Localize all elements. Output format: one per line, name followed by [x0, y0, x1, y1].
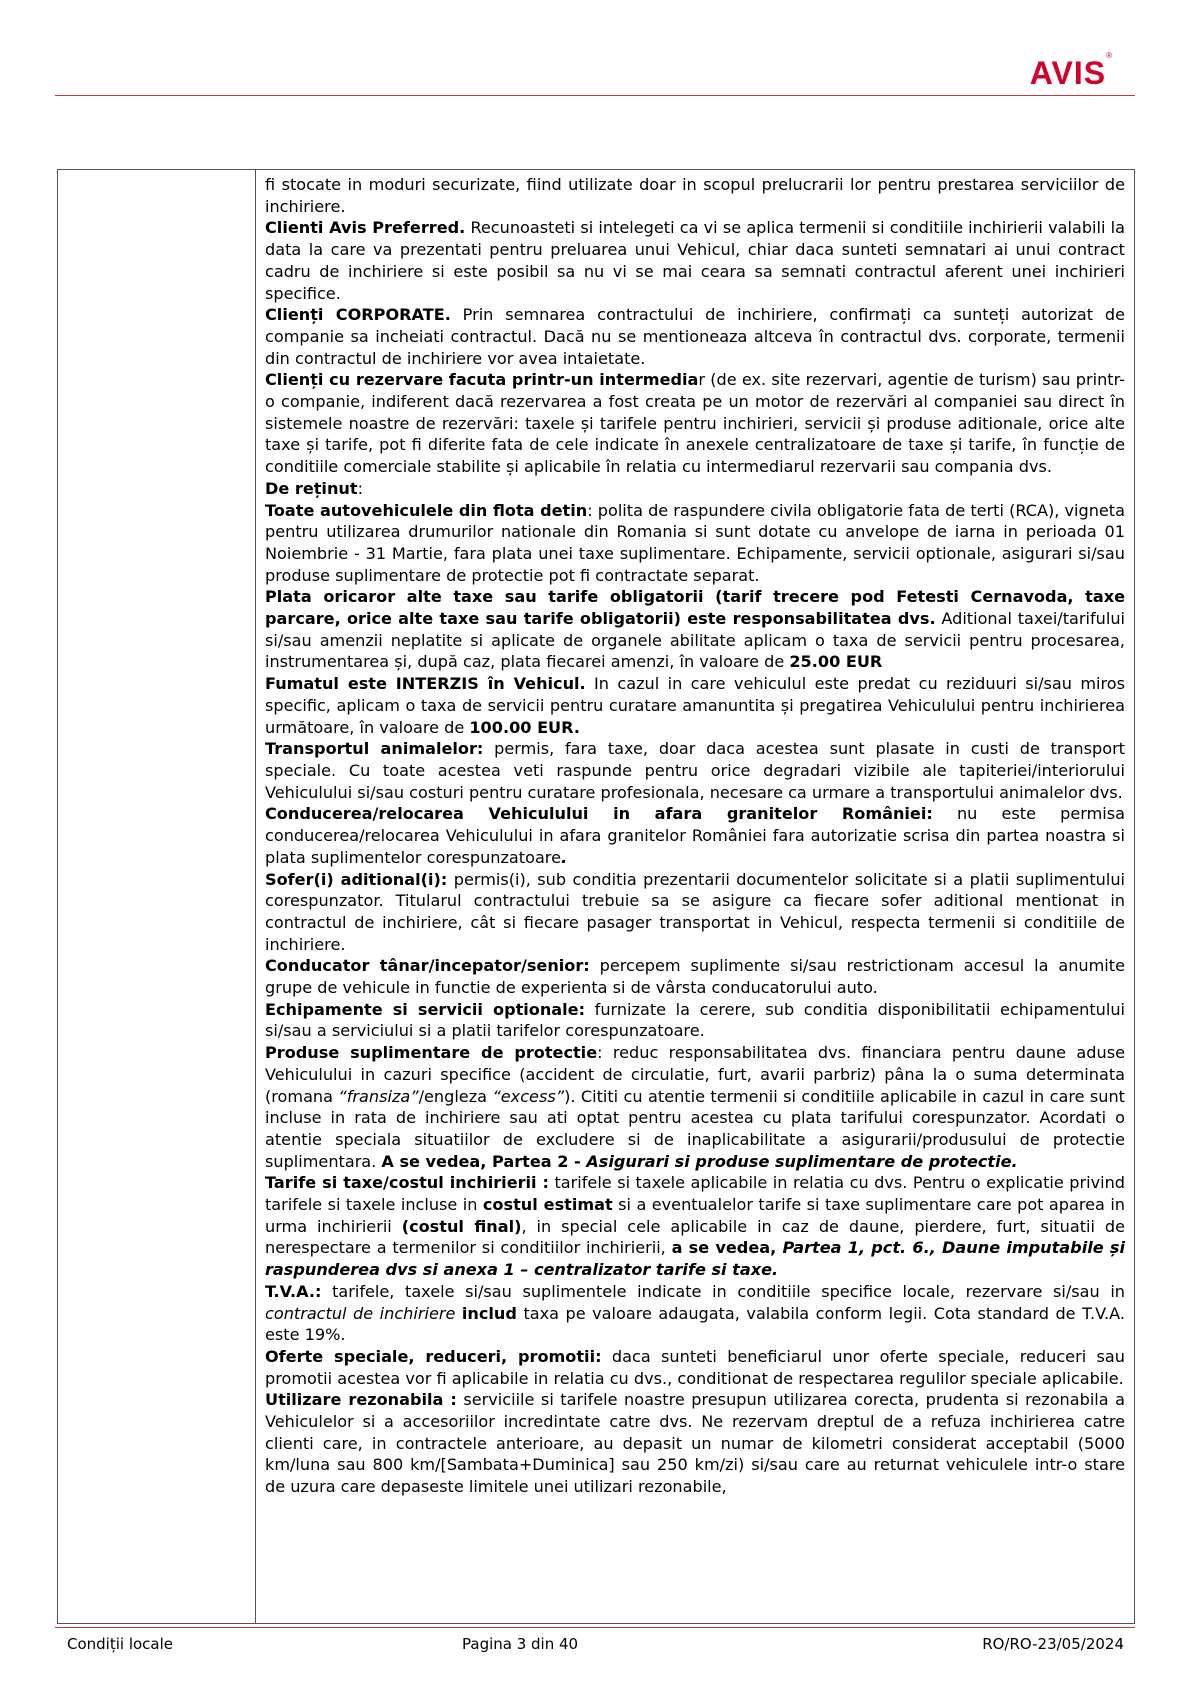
- fine-fee-amount: 25.00 EUR: [789, 652, 883, 672]
- heading-mandatory-fees: Plata oricaror alte taxe sau tarife obligatorii (tarif trecere pod Fetesti Cernavoda, taxe parcare, orice alte taxe sau tarife obligatorii) este responsabilitatea dvs.: [265, 587, 1125, 629]
- paragraph-protection-products: Produse suplimentare de protectie: reduc responsabilitatea dvs. financiara pentru daune aduse Vehiculului in cazuri specifice (accident de circulatie, furt, avarii parbriz) pâna la o suma determinata (romana “fransiza”/engleza “excess”). Cititi cu atentie termenii si conditiile aplicabile in cazul in care sunt incluse in rata de inchiriere sau ati optat pentru acestea cu plata tarifului corespunzator. Acordati o atentie speciala situatiilor de excludere si de inaplicabilitate a asigurarii/produsului de protectie suplimentara. A se vedea, Partea 2 - Asigurari si produse suplimentare de protectie.: [265, 1043, 1125, 1171]
- table-content-cell: [265, 174, 1125, 1498]
- registered-mark: ®: [1106, 51, 1112, 61]
- heading-avis-preferred: Clienti Avis Preferred.: [265, 218, 466, 238]
- paragraph-special-offers: Oferte speciale, reduceri, promotii: daca sunteti beneficiarul unor oferte speciale, reduceri sau promotii acestea vor fi aplicabile in relatia cu dvs., conditionat de respectarea regulilor speciale aplicabile.: [265, 1346, 1125, 1388]
- paragraph-de-retinut: De reținut:: [265, 478, 363, 498]
- heading-intermediary: Clienți cu rezervare facuta printr-un intermedia: [265, 370, 699, 390]
- heading-optional-equipment: Echipamente si servicii optionale:: [265, 999, 586, 1019]
- footer-document-title: Condiții locale: [67, 1635, 174, 1653]
- cleaning-fee-amount: 100.00 EUR.: [469, 717, 580, 737]
- heading-protection-products: Produse suplimentare de protectie: [265, 1043, 598, 1063]
- paragraph-corporate: Clienți CORPORATE. Prin semnarea contractului de inchiriere, confirmați ca sunteți autorizat de companie sa incheiati contractul. Dacă nu se mentioneaza altceva în contractul dvs. corporate, termenii din contractul de inchiriere vor avea intaietate.: [265, 305, 1126, 368]
- footer-page-number: Pagina 3 din 40: [462, 1635, 579, 1653]
- heading-vat: T.V.A.:: [265, 1281, 322, 1301]
- paragraph-vat: T.V.A.: tarifele, taxele si/sau suplimentele indicate in conditiile specifice locale, rezervare si/sau in contractul de inchiriere includ taxa pe valoare adaugata, valabila conform legii. Cota standard de T.V.A. este 19%.: [265, 1281, 1126, 1345]
- conditions-table: [57, 169, 1135, 1624]
- table-left-column: [58, 170, 256, 1623]
- heading-smoking: Fumatul este INTERZIS în Vehicul.: [265, 674, 586, 694]
- paragraph-animals: Transportul animalelor: permis, fara taxe, doar daca acestea sunt plasate in custi de transport speciale. Cu toate acestea veti raspunde pentru orice degradari vizibile ale tapiteriei/interiorului Vehiculului si/sau costuri pentru curatare profesionala, necesare ca urmare a transportului animalelor dvs.: [265, 739, 1125, 802]
- paragraph-cross-border: Conducerea/relocarea Vehiculului in afara granitelor României: nu este permisa conducerea/relocarea Vehiculului in afara granitelor României fara autorizatie scrisa din partea noastra si plata suplimentelor corespunzatoare.: [265, 804, 1125, 867]
- paragraph-reasonable-use: Utilizare rezonabila : serviciile si tarifele noastre presupun utilizarea corecta, prudenta si rezonabila a Vehiculelor si a accesoriilor incredintate catre dvs. Ne rezervam dreptul de a refuza inchirierea catre clienti care, in contractele anterioare, au depasit un numar de kilometri considerat acceptabil (5000 km/luna sau 800 km/[Sambata+Duminica] sau 250 km/zi) si/sau care au returnat vehiculele intr-o stare de uzura care depaseste limitele unei utilizari rezonabile,: [265, 1390, 1125, 1497]
- paragraph-mandatory-fees: Plata oricaror alte taxe sau tarife obligatorii (tarif trecere pod Fetesti Cernavoda, taxe parcare, orice alte taxe sau tarife obligatorii) este responsabilitatea dvs. Aditional taxei/tarifului si/sau amenzii neplatite si aplicate de organele abilitate aplicam o taxa de servicii pentru procesarea, instrumentarea și, după caz, plata fiecarei amenzi, în valoare de 25.00 EUR: [265, 587, 1125, 672]
- heading-additional-drivers: Sofer(i) aditional(i):: [265, 869, 448, 889]
- heading-corporate: Clienți CORPORATE.: [265, 305, 451, 325]
- paragraph-optional-equipment: Echipamente si servicii optionale: furnizate la cerere, sub conditia disponibilitatii echipamentului si/sau a serviciului si a platii tarifelor corespunzatoare.: [265, 999, 1125, 1041]
- paragraph-fleet: Toate autovehiculele din flota detin: polita de raspundere civila obligatorie fata de terti (RCA), vigneta pentru utilizarea drumurilor nationale din Romania si sunt dotate cu anvelope de iarna in perioada 01 Noiembrie - 31 Martie, fara plata unei taxe suplimentare. Echipamente, servicii optionale, asigurari si/sau produse suplimentare de protectie pot fi contractate separat.: [265, 500, 1125, 585]
- paragraph-intermediary: Clienți cu rezervare facuta printr-un intermediar (de ex. site rezervari, agentie de turism) sau printr-o companie, indiferent dacă rezervarea a fost creata pe un motor de rezervări al companiei sau direct în sistemele noastre de rezervări: taxele și tarifele pentru inchirieri, servicii și produse aditionale, orice alte taxe și tarife, pot fi diferite fata de cele indicate în anexele centralizatoare de taxe și tarife, în funcție de conditiile comerciale stabilite și aplicabile în relatia cu intermediarul rezervarii sau compania dvs.: [265, 370, 1125, 477]
- paragraph-smoking: Fumatul este INTERZIS în Vehicul. In cazul in care vehiculul este predat cu reziduuri si/sau miros specific, aplicam o taxa de servicii pentru curatare amanuntita și pregatirea Vehiculului pentru inchirierea următoare, în valoare de 100.00 EUR.: [265, 674, 1125, 737]
- brand-name: AVIS: [1029, 55, 1107, 91]
- heading-rental-cost: Tarife si taxe/costul inchirierii :: [265, 1173, 549, 1193]
- heading-cross-border: Conducerea/relocarea Vehiculului in afara granitelor României:: [265, 804, 933, 824]
- header-divider: [55, 95, 1135, 96]
- heading-special-offers: Oferte speciale, reduceri, promotii:: [265, 1346, 602, 1366]
- heading-de-retinut: De reținut: [265, 478, 358, 498]
- heading-driver-age: Conducator tânar/incepator/senior:: [265, 956, 590, 976]
- heading-fleet: Toate autovehiculele din flota detin: [265, 500, 588, 520]
- avis-logo: [1029, 51, 1112, 92]
- heading-animals: Transportul animalelor:: [265, 739, 484, 759]
- footer-document-code: RO/RO-23/05/2024: [982, 1635, 1124, 1653]
- heading-reasonable-use: Utilizare rezonabila :: [265, 1390, 457, 1410]
- paragraph-rental-cost: Tarife si taxe/costul inchirierii : tarifele si taxele aplicabile in relatia cu dvs. Pentru o explicatie privind tarifele si taxele incluse in costul estimat si a eventualelor tarife si taxe suplimentare care pot aparea in urma inchirierii (costul final), in special cele aplicabile in caz de daune, pierdere, furt, situatii de nerespectare a termenilor si conditiilor inchirierii, a se vedea, Partea 1, pct. 6., Daune imputabile și raspunderea dvs si anexa 1 – centralizator tarife si taxe.: [265, 1173, 1126, 1280]
- footer-divider: [55, 1627, 1135, 1628]
- paragraph-avis-preferred: Clienti Avis Preferred. Recunoasteti si intelegeti ca vi se aplica termenii si conditiile inchirierii valabili la data la care va prezentati pentru preluarea unui Vehicul, chiar daca sunteti semnatari ai unui contract cadru de inchiriere si este posibil sa nu vi se mai ceara sa semnati contractul aferent unei inchirieri specifice.: [265, 218, 1125, 303]
- paragraph-additional-drivers: Sofer(i) aditional(i): permis(i), sub conditia prezentarii documentelor solicitate si a platii suplimentului corespunzator. Titularul contractului trebuie sa se asigure ca fiecare sofer aditional mentionat in contractul de inchiriere, cât si fiecare pasager transportat in Vehicul, respecta termenii si conditiile de inchiriere.: [265, 869, 1125, 954]
- paragraph-data-storage: fi stocate in moduri securizate, fiind utilizate doar in scopul prelucrarii lor pentru prestarea serviciilor de inchiriere.: [265, 175, 1125, 216]
- paragraph-driver-age: Conducator tânar/incepator/senior: percepem suplimente si/sau restrictionam accesul la anumite grupe de vehicule in functie de experienta si de vârsta conducatorului auto.: [265, 956, 1125, 998]
